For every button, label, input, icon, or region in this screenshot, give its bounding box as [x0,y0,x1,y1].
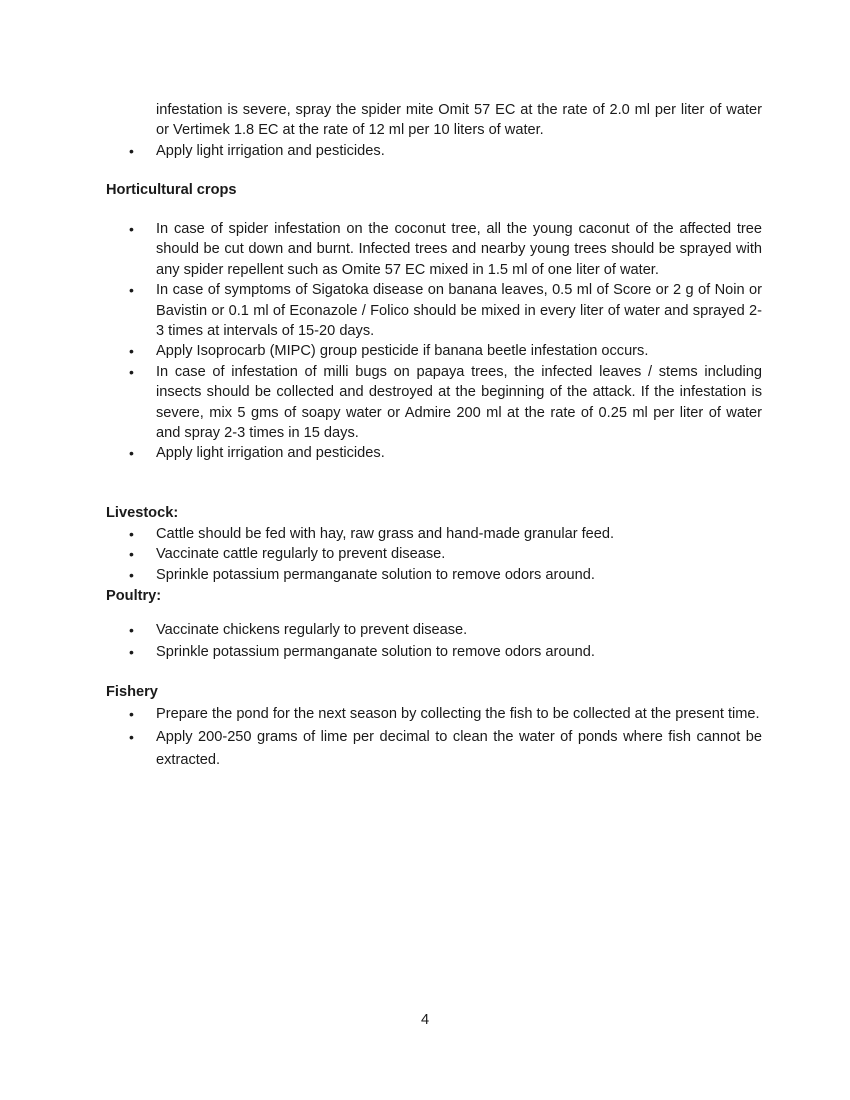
poultry-list [106,620,762,662]
list-item: • In case of symptoms of Sigatoka disease on banana leaves, 0.5 ml of Score or 2 g of Noin or Bavistin or 0.1 ml of Econazole / Folico should be mixed in every liter of water and sprayed 2-3 times at intervals of 15-20 days. [129,282,762,340]
bullet-icon: • [129,363,134,380]
bullet-icon: • [129,546,134,563]
list-item: • Vaccinate cattle regularly to prevent disease. [106,544,762,564]
section-heading-poultry: Poultry: [106,588,162,604]
list-item: • Apply light irrigation and pesticides. [106,443,762,463]
section-heading-fishery: Fishery [106,684,158,700]
section-heading-horticultural: Horticultural crops [106,182,237,198]
continuation-paragraph: infestation is severe, spray the spider mite Omit 57 EC at the rate of 2.0 ml per liter of water or Vertimek 1.8 EC at the rate of 12 ml per 10 liters of water. [156,102,762,139]
bullet-icon: • [129,644,134,660]
bullet-icon: • [129,706,134,722]
list-item: • In case of spider infestation on the coconut tree, all the young caconut of the affected tree should be cut down and burnt. Infected trees and nearby young trees should be sprayed with any spider repellent such as Omite 57 EC mixed in 1.5 ml of one liter of water. [129,221,762,278]
list-item: • Sprinkle potassium permanganate solution to remove odors around. [106,642,762,662]
intro-bullet-list [106,141,762,161]
bullet-icon: • [129,729,134,745]
bullet-icon: • [129,445,134,462]
horticultural-list [106,219,762,464]
list-item: • Apply Isoprocarb (MIPC) group pesticide if banana beetle infestation occurs. [106,341,762,361]
bullet-icon: • [129,622,134,638]
list-item: • Cattle should be fed with hay, raw grass and hand-made granular feed. [106,524,762,544]
bullet-icon: • [129,343,134,360]
fishery-list [106,704,762,772]
bullet-icon: • [129,221,134,237]
bullet-icon: • [129,143,134,159]
list-item: • Sprinkle potassium permanganate solution to remove odors around. [106,565,762,585]
bullet-icon: • [129,526,134,542]
list-item: • Prepare the pond for the next season by collecting the fish to be collected at the present time. [106,704,762,724]
section-heading-livestock: Livestock: [106,505,179,521]
list-item: • In case of infestation of milli bugs on papaya trees, the infected leaves / stems including insects should be collected and destroyed at the beginning of the attack. If the infestation is severe, mix 5 gms of soapy water or Admire 200 ml at the rate of 0.25 ml per liter of water and spray 2-3 times in 15 days. [129,363,762,442]
bullet-icon: • [129,566,134,583]
bullet-icon: • [129,282,134,299]
list-item: • Apply 200-250 grams of lime per decimal to clean the water of ponds where fish cannot be extracted. [106,726,762,772]
list-item: • Apply light irrigation and pesticides. [106,141,762,161]
livestock-list [106,524,762,585]
list-item: • Vaccinate chickens regularly to prevent disease. [106,620,762,640]
page-number: 4 [420,1012,430,1028]
